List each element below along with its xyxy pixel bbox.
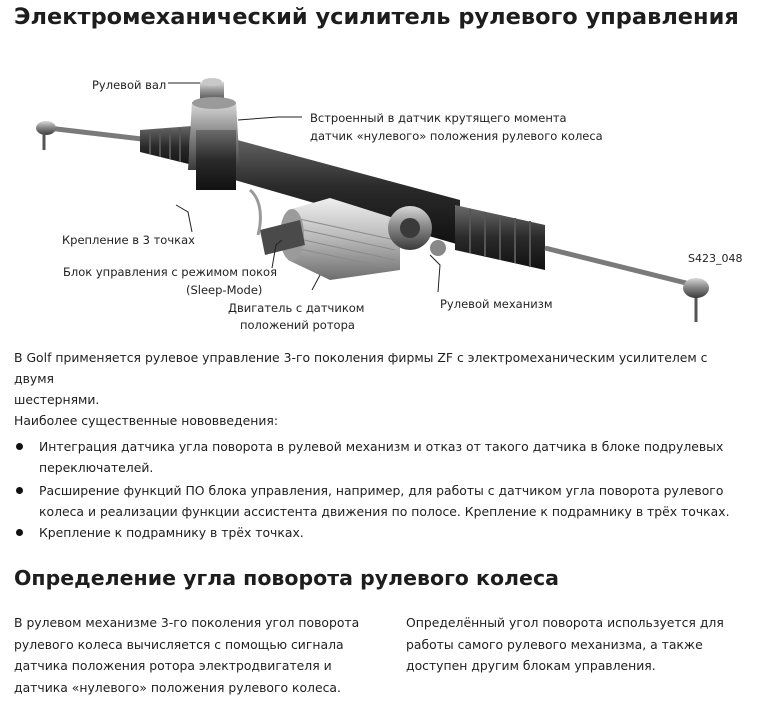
pinion-tower [188, 78, 240, 190]
label-mount: Крепление в 3 точках [62, 233, 195, 247]
bullet-icon [16, 443, 23, 450]
list-item-line-1: Крепление к подрамнику в трёх точках. [39, 525, 304, 540]
steering-rack-illustration [0, 70, 763, 340]
intro-line-3: Наиболее существенные нововведения: [14, 413, 278, 428]
left-line-1: В рулевом механизме 3-го поколения угол поворота [14, 615, 360, 630]
list-item-line-2: переключателей. [39, 460, 154, 475]
label-steering-gear: Рулевой механизм [440, 297, 553, 311]
section-left-column [14, 612, 394, 698]
label-motor-line2: положений ротора [240, 318, 355, 332]
right-boot [455, 205, 545, 270]
list-item-line-2: колеса и реализации функции ассистента движения по полосе. Крепление к подрамнику в трёх точках. [39, 504, 730, 519]
section-title: Определение угла поворота рулевого колеса [14, 566, 559, 590]
label-torque-sensor-line1: Встроенный в датчик крутящего момента [310, 111, 567, 125]
label-motor-line1: Двигатель с датчиком [228, 301, 365, 315]
page-title: Электромеханический усилитель рулевого управления [14, 4, 739, 30]
intro-line-2: шестернями. [14, 392, 100, 407]
right-line-2: работы самого рулевого механизма, а также [406, 636, 703, 652]
list-item-line-1: Расширение функций ПО блока управления, например, для работы с датчиком угла поворота рулевого [39, 483, 724, 498]
list-item-line-1: Интеграция датчика угла поворота в рулевой механизм и отказ от такого датчика в блоке подрулевых [39, 439, 724, 454]
left-ball-joint [36, 121, 56, 135]
left-line-4: датчика «нулевого» положения рулевого колеса. [14, 679, 341, 695]
section-right-column [406, 612, 756, 677]
left-tie-rod [48, 128, 150, 140]
right-ball-joint [683, 278, 709, 298]
bullet-icon [16, 529, 23, 536]
label-control-unit-line1: Блок управления с режимом покоя [63, 265, 278, 279]
intro-line-1: В Golf применяется рулевое управление 3-го поколения фирмы ZF с электромеханическим усилителем с двумя [14, 350, 708, 386]
left-line-2: рулевого колеса вычисляется с помощью сигнала [14, 636, 344, 652]
list-item [16, 436, 746, 478]
label-torque-sensor-line2: датчик «нулевого» положения рулевого колеса [310, 129, 603, 143]
left-line-3: датчика положения ротора электродвигателя и [14, 658, 332, 673]
label-control-unit-line2: (Sleep-Mode) [186, 283, 263, 297]
right-line-1: Определённый угол поворота используется для [406, 615, 724, 630]
intro-paragraph [14, 347, 749, 431]
list-item [16, 480, 746, 522]
right-tie-rod [545, 248, 690, 284]
bullet-icon [16, 487, 23, 494]
figure-code: S423_048 [688, 252, 743, 265]
label-steering-shaft: Рулевой вал [92, 78, 167, 92]
right-line-3: доступен другим блокам управления. [406, 658, 656, 673]
list-item [16, 522, 746, 543]
